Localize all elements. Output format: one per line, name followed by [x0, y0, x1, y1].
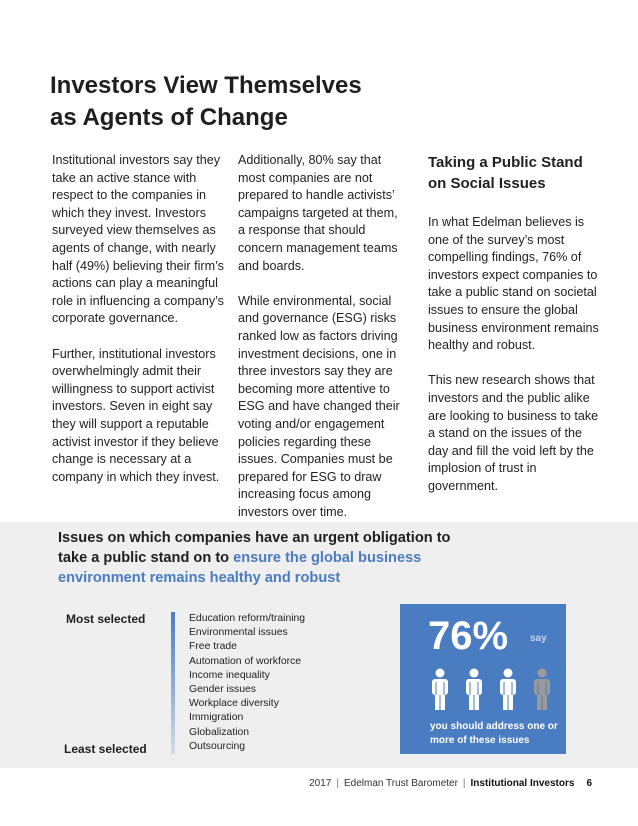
issues-title-plain: Issues on which companies have an urgent obligation to take a public stand on to	[58, 530, 451, 566]
section-heading: Taking a Public Stand on Social Issues	[428, 154, 583, 192]
person-icon	[464, 668, 484, 710]
column-3-paragraph-2: This new research shows that investors and the public alike are looking to business to take a stand on the issues of the day and fill the void left by the implosion of trust in government.	[428, 373, 599, 493]
issue-item: Free trade	[189, 641, 237, 653]
most-selected-label: Most selected	[66, 612, 146, 626]
ranking-gradient-bar	[171, 612, 175, 754]
issue-item: Education reform/training	[189, 613, 306, 624]
page-title	[50, 70, 410, 134]
column-2-paragraph-1: Additionally, 80% say that most companies are not prepared to handle activists’ campaigns targeted at them, a response that should concern management teams and boards.	[238, 153, 398, 273]
issue-item: Gender issues	[189, 684, 256, 696]
issues-panel-title	[58, 528, 478, 588]
title-line-1: Investors View Themselves	[50, 72, 362, 99]
issue-item: Workplace diversity	[189, 698, 279, 710]
issue-item: Automation of workforce	[189, 655, 302, 667]
issues-title-highlight: ensure the global business environment remains healthy and robust	[58, 550, 422, 586]
stat-percent: 76%	[428, 614, 509, 658]
footer-year: 2017	[309, 778, 332, 789]
issues-list	[189, 612, 305, 754]
title-line-2: as Agents of Change	[50, 104, 288, 131]
issue-item: Outsourcing	[189, 740, 246, 752]
issue-item: Globalization	[189, 726, 250, 738]
page-footer: 2017 | Edelman Trust Barometer | Institutional Investors 6	[309, 778, 592, 789]
column-3	[428, 152, 603, 513]
issue-item: Immigration	[189, 712, 244, 724]
page-number: 6	[586, 778, 592, 789]
person-icon	[498, 668, 518, 710]
stat-callout	[400, 604, 566, 754]
person-icon	[430, 668, 450, 710]
column-1-paragraph-1: Institutional investors say they take an active stance with respect to the companies in which they invest. Investors surveyed view themselves as agents of change, with nearly half (49%) believing their firm’s actions can play a meaningful role in influencing a company’s corporate governance.	[52, 153, 224, 326]
column-1-paragraph-2: Further, institutional investors overwhelmingly admit their willingness to support activist investors. Seven in eight say they will support a reputable activist investor if they believe change is necessary at a company in which they invest.	[52, 346, 220, 484]
column-3-paragraph-1: In what Edelman believes is one of the survey’s most compelling findings, 76% of investors expect companies to take a public stand on societal issues to ensure the global business environment remains healthy and robust.	[428, 215, 599, 353]
footer-section: Institutional Investors	[470, 778, 575, 789]
least-selected-label: Least selected	[64, 742, 147, 756]
footer-report: Edelman Trust Barometer	[343, 778, 458, 789]
stat-note: you should address one or more of these issues	[430, 721, 558, 746]
person-icon	[532, 668, 552, 710]
column-2	[238, 152, 408, 539]
issue-item: Income inequality	[189, 669, 270, 681]
stat-say-label: say	[530, 633, 547, 644]
issue-item: Environmental issues	[189, 627, 288, 639]
people-icons	[430, 668, 552, 710]
column-1	[52, 152, 230, 504]
column-2-paragraph-2: While environmental, social and governance (ESG) risks ranked low as factors driving investment decisions, one in three investors say they are becoming more attentive to ESG and have changed their voting and/or engagement policies regarding these issues. Companies must be prepared for ESG to draw increasing focus among investors over time.	[238, 293, 400, 519]
